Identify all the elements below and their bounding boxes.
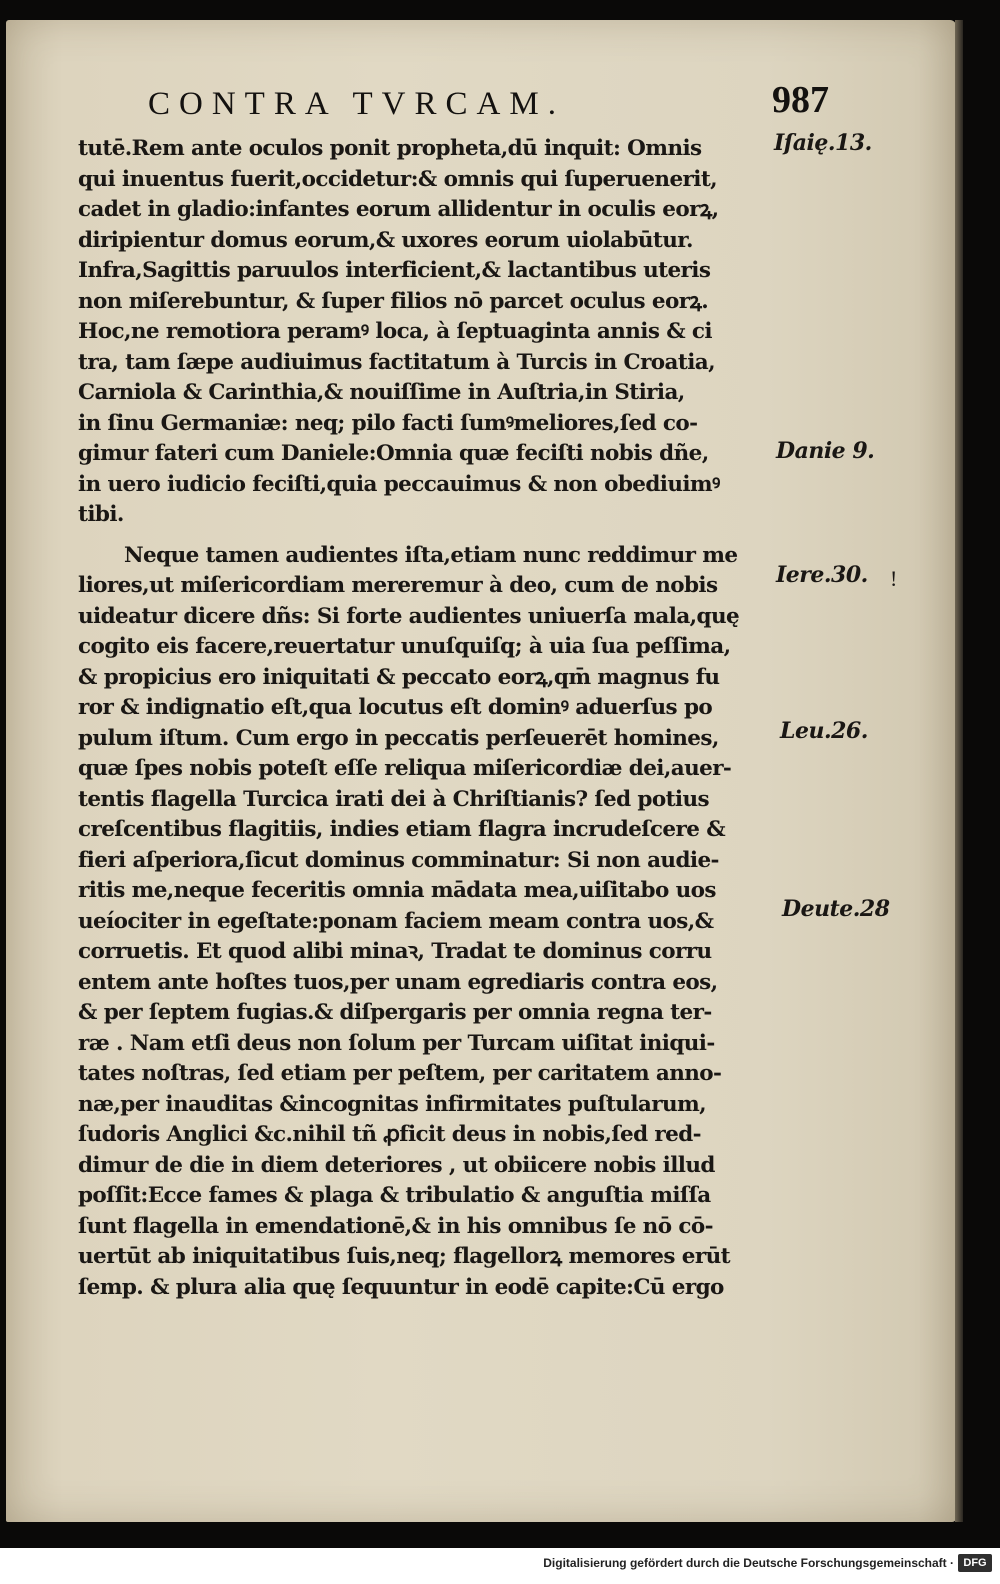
text-line: & propicius ero iniquitati & peccato eorꝝ,qm̄ magnus fu	[78, 664, 720, 690]
text-line: Neque tamen audientes iſta,etiam nunc reddimur me	[124, 542, 738, 568]
text-line: Carniola & Carinthia,& nouiſſime in Auſtria,in Stiria,	[78, 380, 685, 405]
text-line: tates noſtras, ſed etiam per peſtem, per caritatem anno-	[78, 1061, 722, 1086]
text-line: & per ſeptem fugias.& diſpergaris per omnia regna ter-	[78, 1000, 712, 1025]
text-line: cadet in gladio:infantes eorum allidentur in oculis eorꝝ,	[78, 197, 719, 222]
text-line: in ſinu Germaniæ: neq; pilo facti ſumꝰmeliores,ſed co-	[78, 410, 698, 436]
text-line: tibi.	[78, 502, 124, 527]
text-line: quæ ſpes nobis poteſt eſſe reliqua miſericordiæ dei,auer-	[78, 756, 732, 781]
text-line: ueíociter in egeſtate:ponam faciem meam contra uos,&	[78, 908, 714, 934]
page-edge	[955, 20, 963, 1522]
text-line: cogito eis facere,reuertatur unuſquiſq; à uia ſua peſſima,	[78, 634, 731, 659]
marginal-note-isaiah: Iſaię.13.	[774, 130, 872, 156]
text-line: liores,ut miſericordiam mereremur à deo, cum de nobis	[78, 573, 718, 598]
text-line: ræ . Nam etſi deus non ſolum per Turcam uiſitat iniqui-	[78, 1030, 715, 1056]
text-line: non miſerebuntur, & ſuper filios nō parcet oculus eorꝝ.	[78, 288, 709, 314]
marginal-note-leviticus: Leu.26.	[780, 718, 868, 744]
funding-credit: Digitalisierung gefördert durch die Deutsche Forschungsgemeinschaft ·	[543, 1556, 954, 1570]
text-line: pulum iſtum. Cum ergo in peccatis perſeuerēt homines,	[78, 725, 719, 751]
body-text	[78, 134, 778, 1303]
stray-mark: !	[890, 566, 898, 591]
page-number: 987	[772, 79, 829, 121]
text-line: in uero iudicio feciſti,quia peccauimus & non obediuimꝰ	[78, 471, 720, 497]
text-line: ſunt flagella in emendationē,& in his omnibus ſe nō cō-	[78, 1213, 713, 1239]
text-line: diripientur domus eorum,& uxores eorum uiolabūtur.	[78, 227, 693, 253]
text-line: tra, tam ſæpe audiuimus factitatum à Turcis in Croatia,	[78, 349, 715, 375]
paragraph-gap	[78, 531, 778, 541]
text-line: ritis me,neque feceritis omnia mādata mea,uiſitabo uos	[78, 878, 716, 903]
text-line: dimur de die in diem deteriores , ut obiicere nobis illud	[78, 1152, 715, 1178]
text-line: tentis flagella Turcica irati dei à Chriſtianis? ſed potius	[78, 786, 710, 812]
text-line: creſcentibus flagitiis, indies etiam flagra incrudeſcere &	[78, 817, 726, 842]
text-line: Hoc,ne remotiora peramꝰ loca, à ſeptuaginta annis & ci	[78, 319, 712, 344]
text-line: corruetis. Et quod alibi minaꝛ, Tradat te dominus corru	[78, 939, 712, 964]
marginal-note-daniel: Danie 9.	[776, 438, 875, 464]
text-line: fieri aſperiora,ſicut dominus comminatur: Si non audie-	[78, 847, 719, 873]
marginal-note-jeremiah: Iere.30.	[776, 562, 868, 588]
text-line: ſemp. & plura alia quę ſequuntur in eodē capite:Cū ergo	[78, 1274, 724, 1300]
text-line: ror & indignatio eſt,qua locutus eſt dominꝰ aduerſus po	[78, 695, 713, 720]
text-line: uideatur dicere dñs: Si forte audientes uniuerſa mala,quę	[78, 603, 740, 629]
text-line: gimur fateri cum Daniele:Omnia quæ feciſti nobis dñe,	[78, 441, 709, 466]
text-line: uertūt ab iniquitatibus ſuis,neq; flagellorꝝ memores erūt	[78, 1244, 730, 1269]
marginal-note-deuteronomy: Deute.28	[782, 896, 890, 922]
text-line: tutē.Rem ante oculos ponit propheta,dū inquit: Omnis	[78, 136, 702, 161]
text-line: Infra,Sagittis paruulos interficient,& lactantibus uteris	[78, 258, 711, 283]
dfg-logo: DFG	[958, 1554, 992, 1572]
text-line: næ,per inauditas &incognitas infirmitates puſtularum,	[78, 1091, 707, 1117]
text-line: entem ante hoſtes tuos,per unam egrediaris contra eos,	[78, 969, 718, 995]
running-head: CONTRA TVRCAM.	[148, 86, 565, 122]
text-line: qui inuentus fuerit,occidetur:& omnis qui ſuperuenerit,	[78, 166, 718, 192]
text-line: ſudoris Anglici &c.nihil tñ ꝓficit deus in nobis,ſed red-	[78, 1122, 701, 1147]
text-line: poſſit:Ecce fames & plaga & tribulatio & anguſtia miſſa	[78, 1183, 711, 1208]
